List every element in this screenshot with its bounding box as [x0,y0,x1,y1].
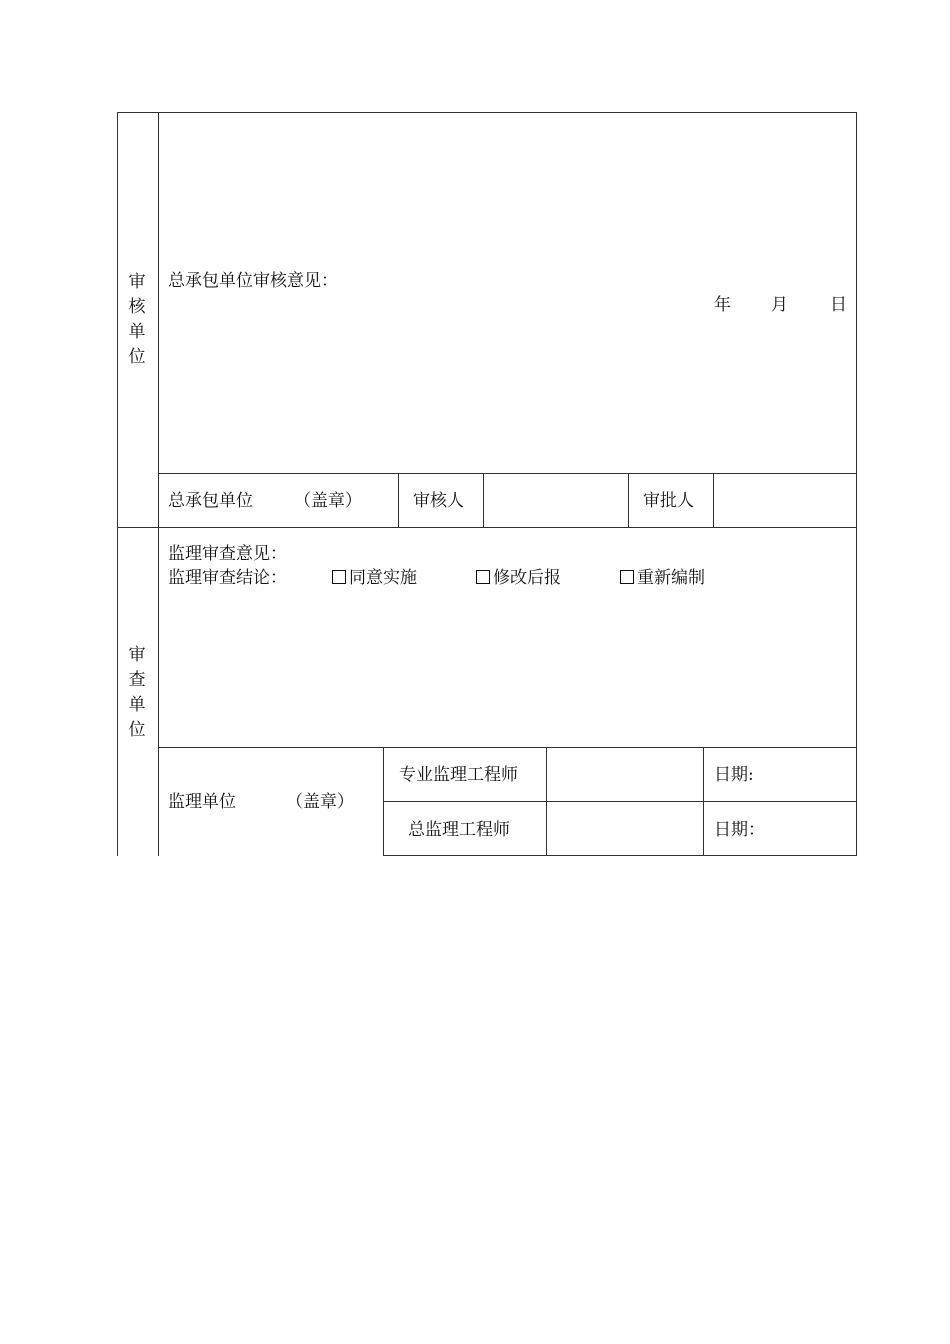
supervision-seal-label: （盖章） [286,792,354,812]
supervision-opinion-label: 监理审查意见： [168,544,287,564]
table-top-border [117,112,857,113]
reviewer-field[interactable] [484,474,627,526]
checkbox-icon[interactable] [332,570,346,584]
table-right-border [856,112,857,856]
supervision-unit-label: 监理单位 [168,792,236,812]
contractor-opinion-label: 总承包单位审核意见： [168,271,338,291]
approver-label: 审批人 [643,491,694,511]
chief-engineer-label: 总监理工程师 [408,820,510,840]
option-approve[interactable] [332,568,417,588]
supervision-conclusion-label: 监理审查结论： [168,568,287,588]
option-approve-label: 同意实施 [349,568,417,588]
date-month-label: 月 [771,295,788,315]
chief-engineer-field[interactable] [547,802,702,854]
option-revise-label: 修改后报 [493,568,561,588]
section-divider [117,527,857,528]
specialist-date-label: 日期: [714,765,754,785]
chief-date-label: 日期： [714,820,765,840]
table-left-border [117,112,118,856]
date-day-label: 日 [830,295,847,315]
section2-col-divider-1 [383,747,384,856]
checkbox-icon[interactable] [476,570,490,584]
option-recompile-label: 重新编制 [637,568,705,588]
checkbox-icon[interactable] [620,570,634,584]
section2-signature-row-top [158,747,857,748]
option-revise[interactable] [476,568,561,588]
date-year-label: 年 [714,295,731,315]
inspection-unit-side-label: 审查单位 [128,645,146,740]
section1-col-divider-3 [628,473,629,527]
table-bottom-border [383,855,857,856]
label-column-divider [158,112,159,856]
reviewer-label: 审核人 [413,491,464,511]
specialist-engineer-field[interactable] [547,748,702,800]
option-recompile[interactable] [620,568,705,588]
approver-field[interactable] [714,474,855,526]
review-unit-side-label: 审核单位 [128,272,146,367]
section1-col-divider-1 [398,473,399,527]
section2-col-divider-3 [703,747,704,856]
contractor-unit-label: 总承包单位 [168,491,253,511]
contractor-seal-label: （盖章） [294,491,362,511]
specialist-engineer-label: 专业监理工程师 [399,765,518,785]
